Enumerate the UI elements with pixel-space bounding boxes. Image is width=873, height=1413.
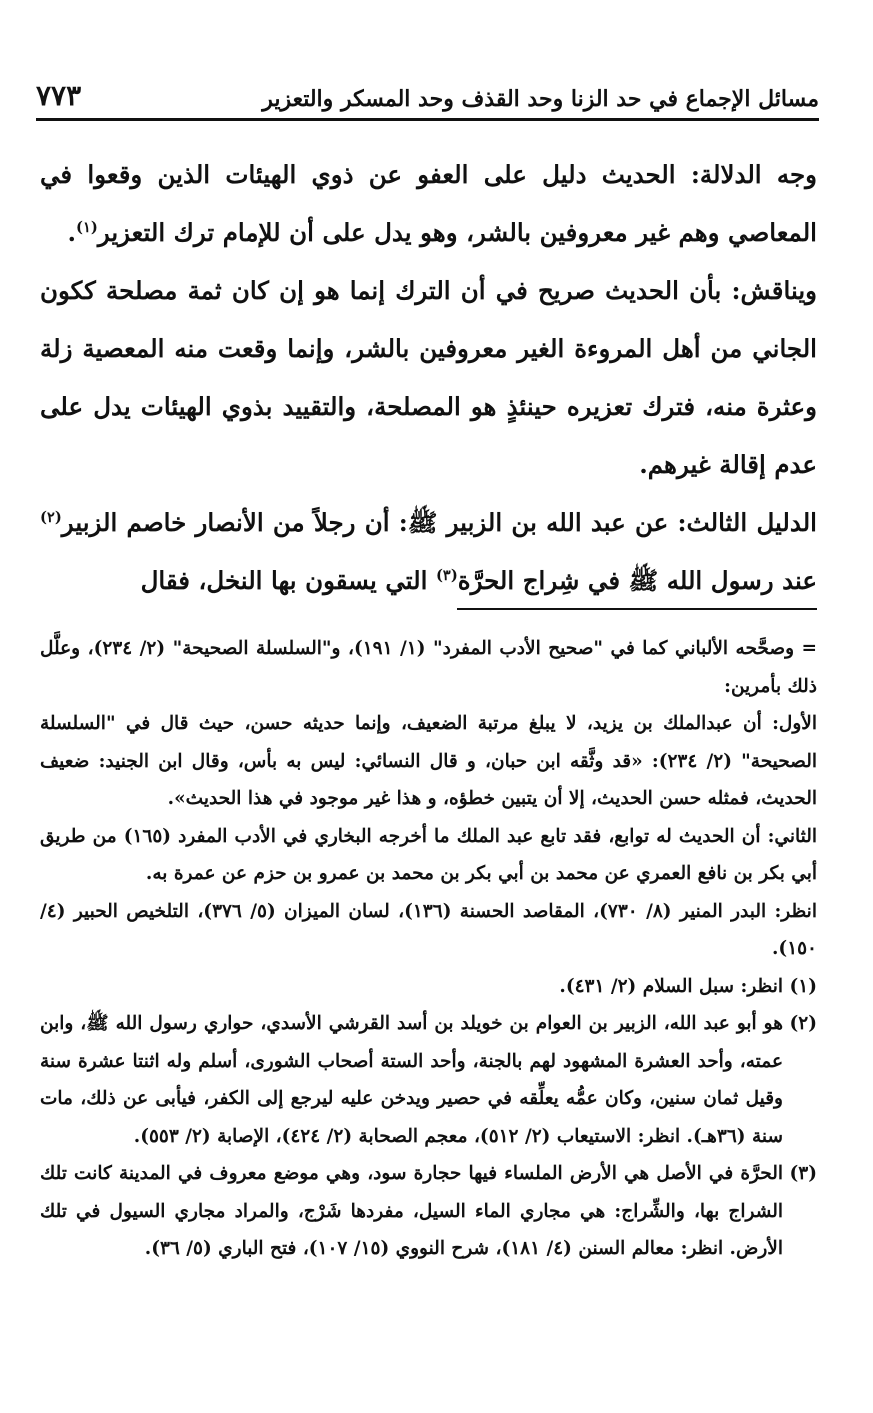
footnote-continued-para: = وصحَّحه الألباني كما في "صحيح الأدب المفرد" (١/ ١٩١)، و"السلسلة الصحيحة" (٢/ ٢٣٤)، وعلَّل ذلك بأمرين: xyxy=(40,638,817,697)
paragraph-third-proof xyxy=(40,494,817,610)
footnote-number: (٣) xyxy=(789,1163,817,1184)
footnote-text: هو أبو عبد الله، الزبير بن العوام بن خويلد بن أسد القرشي الأسدي، حواري رسول الله ﷺ، وابن عمته، وأحد العشرة المشهود لهم بالجنة، وأحد الستة أصحاب الشورى، أسلم وله اثنتا عشرة سنة وقيل ثمان سنين، وكان عمُّه يعلِّقه في حصير ويدخن عليه ليرجع إلى الكفر، فيأبى عن ذلك، مات سنة (٣٦هـ). انظر: الاستيعاب (٢/ ٥١٢)، معجم الصحابة (٢/ ٤٢٤)، الإصابة (٢/ ٥٥٣). xyxy=(40,1013,783,1147)
page-number: ٧٧٣ xyxy=(36,79,82,112)
footnote-continued-para: الأول: أن عبدالملك بن يزيد، لا يبلغ مرتبة الضعيف، وإنما حديثه حسن، حيث قال في "السلسلة الصحيحة" (٢/ ٢٣٤): «قد وثَّقه ابن حبان، و قال النسائي: ليس به بأس، وقال ابن الجنيد: ضعيف الحديث، فمثله حسن الحديث، إلا أن يتبين خطؤه، و هذا غير موجود في هذا الحديث». xyxy=(40,713,818,809)
third-proof-text-b: عند رسول الله ﷺ في شِراج الحرَّة xyxy=(457,566,817,595)
footnote-text: الحرَّة في الأصل هي الأرض الملساء فيها حجارة سود، وهي موضع معروف في المدينة كانت تلك الشراج بها، والشِّراج: هي مجاري الماء السيل، مفردها شَرْج، والمراد مجاري السيول في تلك الأرض. انظر: معالم السنن (٤/ ١٨١)، شرح النووي (١٥/ ١٠٧)، فتح الباري (٥/ ٣٦). xyxy=(40,1163,783,1259)
footnote-number: (١) xyxy=(789,975,817,997)
third-proof-text-c: التي يسقون بها النخل، فقال xyxy=(140,566,436,595)
paragraph-evidence-text: وجه الدلالة: الحديث دليل على العفو عن ذوي الهيئات الذين وقعوا في المعاصي وهم غير معروفين بالشر، وهو يدل على أن للإمام ترك التعزير xyxy=(40,160,817,247)
footnote-3 xyxy=(40,1155,817,1268)
footnotes xyxy=(40,630,817,1268)
paragraph-discussion: ويناقش: بأن الحديث صريح في أن الترك إنما هو إن كان ثمة مصلحة ككون الجاني من أهل المروءة الغير معروفين بالشر، وإنما وقعت منه المعصية زلة وعثرة منه، فترك تعزيره حينئذٍ هو المصلحة، والتقييد بذوي الهيئات يدل على عدم إقالة غيرهم. xyxy=(40,276,817,479)
footnote-2 xyxy=(40,1005,817,1155)
footnote-1 xyxy=(40,968,817,1006)
header-rule xyxy=(36,118,819,121)
paragraph-evidence xyxy=(40,146,817,262)
footnote-ref-3: (٣) xyxy=(435,566,458,584)
footnote-continued-para: الثاني: أن الحديث له توابع، فقد تابع عبد الملك ما أخرجه البخاري في الأدب المفرد (١٦٥) من طريق أبي بكر بن نافع العمري عن محمد بن أبي بكر بن محمد بن عمرو بن حزم عن عمرة به. xyxy=(40,825,817,884)
third-proof-text-a: الدليل الثالث: عن عبد الله بن الزبير ﷺ: أن رجلاً من الأنصار خاصم الزبير xyxy=(61,508,817,537)
footnote-continued-para: انظر: البدر المنير (٨/ ٧٣٠)، المقاصد الحسنة (١٣٦)، لسان الميزان (٥/ ٣٧٦)، التلخيص الحبير (٤/ ١٥٠). xyxy=(40,900,817,959)
running-title: مسائل الإجماع في حد الزنا وحد القذف وحد المسكر والتعزير xyxy=(262,86,819,112)
footnote-text: انظر: سبل السلام (٢/ ٤٣١). xyxy=(559,975,783,997)
main-text xyxy=(40,146,817,610)
footnote-ref-2: (٢) xyxy=(40,508,62,526)
footnote-separator xyxy=(457,608,817,610)
footnote-ref-1: (١) xyxy=(76,218,98,236)
paragraph-evidence-end: . xyxy=(67,218,77,247)
footnote-number: (٢) xyxy=(789,1013,817,1034)
page-header xyxy=(36,70,819,112)
